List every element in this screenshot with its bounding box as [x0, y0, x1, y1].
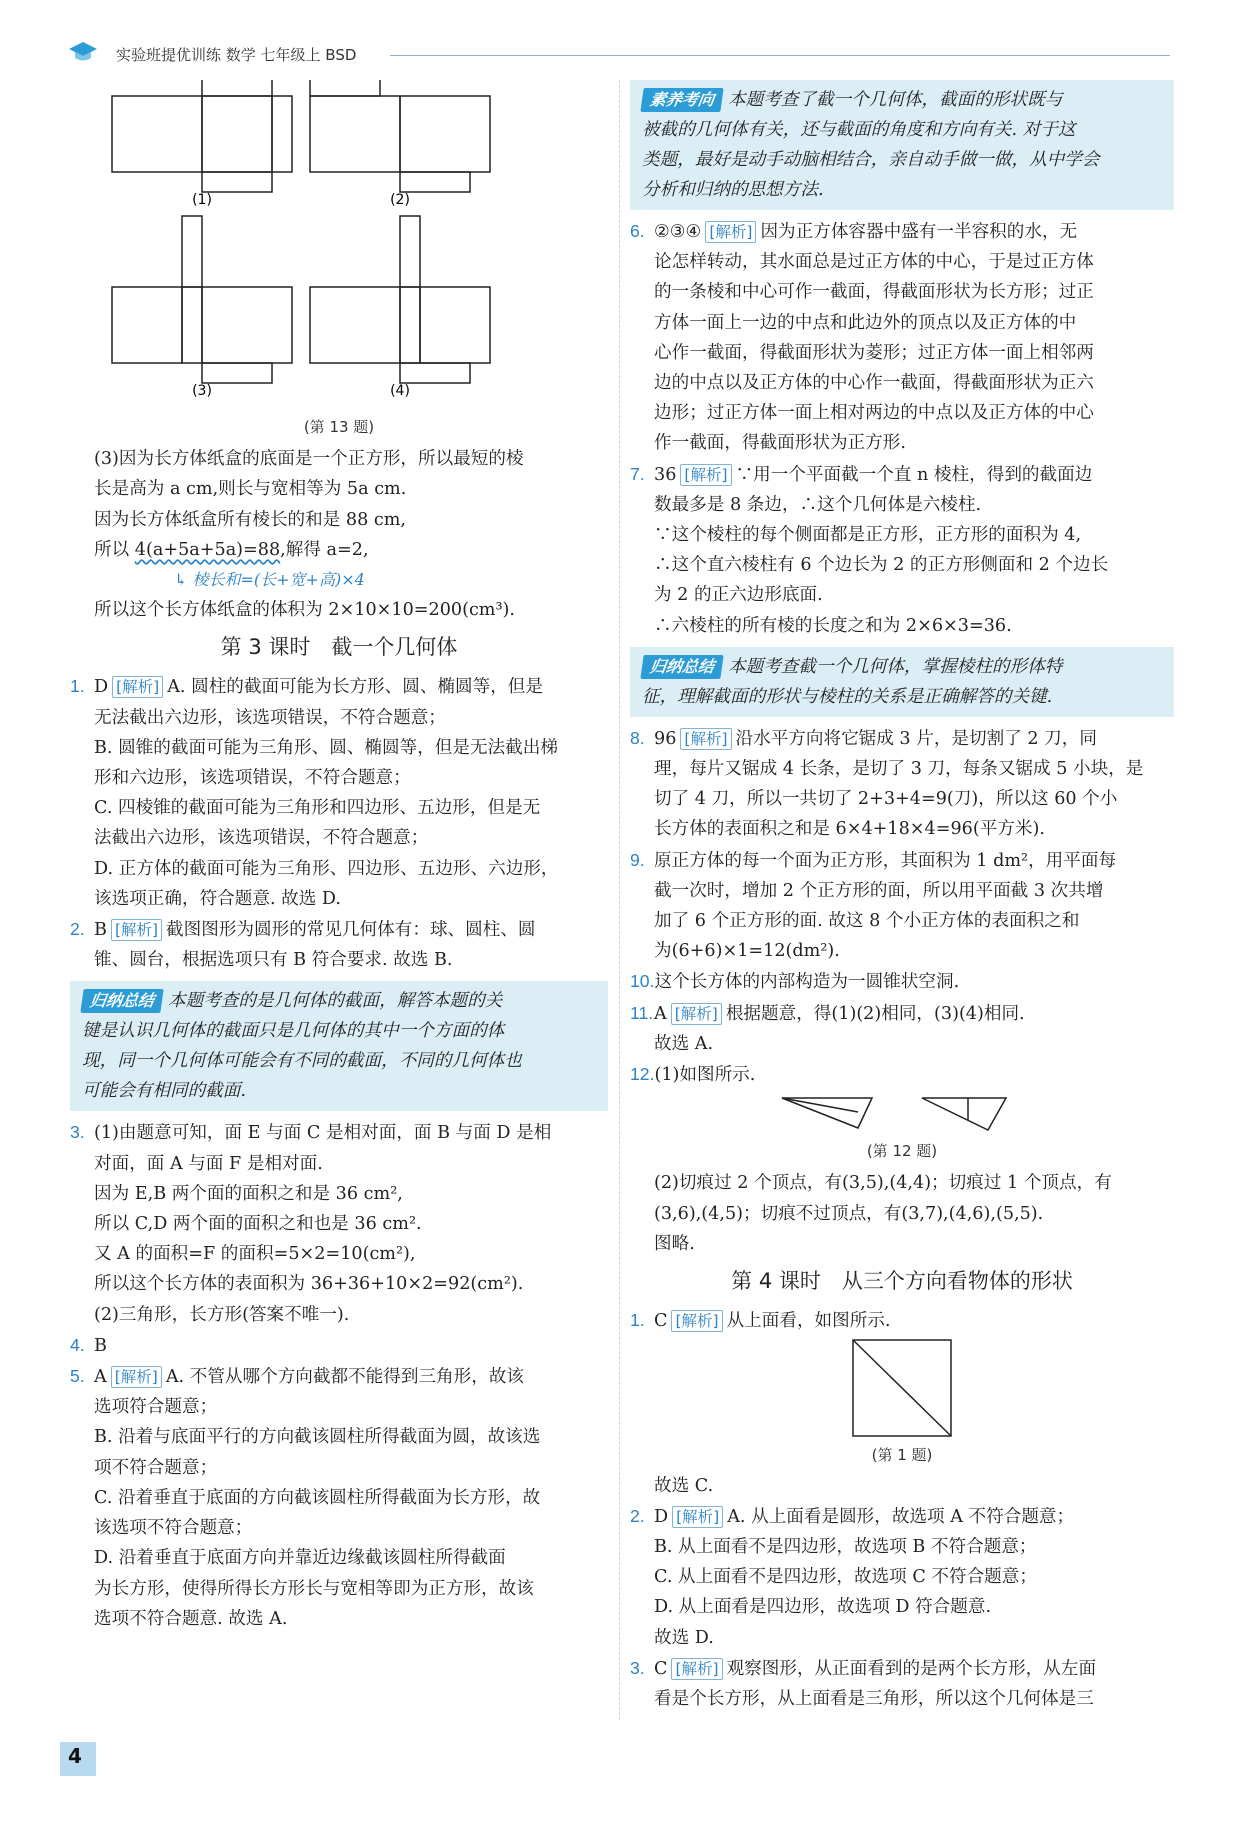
analysis-tag: [解析] [112, 676, 163, 698]
text-line: ∵这个棱柱的每个侧面都是正方形，正方形的面积为 4, [654, 525, 1082, 546]
net2-face-right [400, 96, 490, 172]
text-line: C. 从上面看不是四边形，故选项 C 不符合题意； [654, 1567, 1037, 1588]
text-span: 本题考查了截一个几何体，截面的形状既与 [728, 90, 1063, 110]
text-line: 所以这个长方体的表面积为 36+36+10×2=92(cm²). [94, 1274, 524, 1295]
text-line: C. 四棱锥的截面可能为三角形和四边形、五边形，但是无 [94, 798, 541, 819]
text-span: A. 圆柱的截面可能为长方形、圆、椭圆等，但是 [167, 677, 543, 698]
text-line: 为 2 的正六边形底面. [654, 585, 823, 606]
text-line: 故选 A. [654, 1033, 714, 1054]
section-3-title: 第 3 课时 截一个几何体 [220, 635, 458, 660]
text-line: 长是高为 a cm,则长与宽相等为 5a cm. [94, 479, 407, 500]
text-span: 所以 [94, 539, 135, 560]
text-line: B. 从上面看不是四边形，故选项 B 不符合题意； [654, 1536, 1037, 1557]
analysis-tag: [解析] [671, 1658, 722, 1680]
text-line: D. 沿着垂直于底面方向并靠近边缘截该圆柱所得截面 [94, 1548, 506, 1569]
text-line: 作一截面，得截面形状为正方形. [654, 433, 906, 454]
text-line: 选项符合题意； [94, 1397, 218, 1418]
q4 [70, 1330, 608, 1361]
net4-face-bottom [400, 363, 470, 383]
summary-box-2 [630, 647, 1174, 717]
page-number: 4 [68, 1744, 82, 1768]
text-line: 类题，最好是动手动脑相结合，亲自动手做一做，从中学会 [642, 150, 1100, 170]
equation-underlined: 4(a+5a+5a)=88 [134, 539, 281, 560]
q8 [630, 723, 1174, 845]
text-line: 键是认识几何体的截面只是几何体的其中一个方面的体 [82, 1021, 505, 1042]
text-line: 方体一面上一边的中点和此边外的顶点以及正方体的中 [654, 312, 1077, 333]
text-line: 故选 C. [654, 1475, 714, 1496]
fig13-label-4: (4) [390, 383, 410, 399]
literacy-label: 素养考向 [640, 88, 723, 112]
answer: B [94, 920, 107, 941]
q2 [70, 914, 608, 975]
text-line: (2)切痕过 2 个顶点，有(3,5),(4,4)；切痕过 1 个顶点，有 [654, 1173, 1112, 1194]
q-number: 2. [630, 1505, 645, 1526]
q-number: 8. [630, 727, 645, 748]
hint-arrow-icon: ↳ [174, 570, 188, 590]
q9 [630, 845, 1174, 967]
figure-13 [70, 80, 608, 408]
net1-face-bottom [202, 172, 272, 192]
text-line: 可能会有相同的截面. [82, 1081, 246, 1102]
text-span: 从上面看，如图所示. [726, 1311, 891, 1332]
text-span: 截图图形为圆形的常见几何体有：球、圆柱、圆 [166, 920, 536, 941]
fig1-diagonal [853, 1340, 951, 1436]
net3-face-right [202, 287, 292, 363]
q11 [630, 998, 1174, 1059]
text-line: 为长方形，使得所得长方形长与宽相等即为正方形，故该 [94, 1578, 534, 1599]
column-divider [619, 80, 620, 1720]
q3 [70, 1117, 608, 1329]
net4-face-left [310, 287, 400, 363]
q-number: 3. [630, 1657, 645, 1678]
net2-face-bottom [400, 172, 470, 192]
answer: D [94, 677, 109, 698]
text-line: 所以 C,D 两个面的面积之和也是 36 cm². [94, 1214, 422, 1235]
summary-label: 归纳总结 [80, 989, 163, 1013]
text-line: ∴六棱柱的所有棱的长度之和为 2×6×3=36. [654, 615, 1012, 636]
fig12-shape-1 [782, 1098, 872, 1128]
q-number: 5. [70, 1366, 85, 1387]
analysis-tag: [解析] [705, 221, 756, 243]
summary-box-1 [70, 981, 608, 1111]
text-span: 根据题意，得(1)(2)相同，(3)(4)相同. [725, 1003, 1025, 1024]
summary-label: 归纳总结 [640, 655, 723, 679]
text-line: 的一条棱和中心可作一截面，得截面形状为长方形；过正 [654, 282, 1094, 303]
q-number: 4. [70, 1334, 85, 1355]
fig12-shape-2 [922, 1098, 1006, 1130]
analysis-tag: [解析] [672, 1506, 723, 1528]
q13-part3 [70, 444, 608, 625]
text-line: 心作一截面，得截面形状为菱形；过正方体一面上相邻两 [654, 342, 1094, 363]
analysis-tag: [解析] [671, 1003, 722, 1025]
net1-face-center [202, 96, 272, 172]
figure-13-nets [70, 80, 608, 408]
text-span: A. 不管从哪个方向截都不能得到三角形，故该 [165, 1367, 525, 1388]
text-line: 锥、圆台，根据选项只有 B 符合要求. 故选 B. [94, 950, 453, 971]
text-line: 因为 E,B 两个面的面积之和是 36 cm², [94, 1183, 403, 1204]
r3 [630, 1653, 1174, 1714]
text-line: 征，理解截面的形状与棱柱的关系是正确解答的关键. [642, 686, 1053, 707]
net3-face-bottom [202, 363, 272, 383]
text-line: B. 沿着与底面平行的方向截该圆柱所得截面为圆，故该选 [94, 1427, 541, 1448]
left-column [70, 80, 608, 1634]
text-span: 原正方体的每一个面为正方形，其面积为 1 dm²，用平面每 [654, 850, 1117, 871]
text-line: 长方体的表面积之和是 6×4+18×4=96(平方米). [654, 819, 1045, 840]
fig13-caption: (第 13 题) [303, 418, 375, 436]
q1 [70, 671, 608, 914]
analysis-tag: [解析] [671, 1310, 722, 1332]
answer: C [654, 1658, 668, 1679]
text-line [94, 535, 608, 565]
hint-text: 棱长和=(长+宽+高)×4 [192, 570, 365, 590]
text-line: D. 从上面看是四边形，故选项 D 符合题意. [654, 1597, 992, 1618]
text-line: 为(6+6)×1=12(dm²). [654, 941, 840, 962]
net4-face-right [420, 287, 490, 363]
net4-face-mid [400, 287, 420, 363]
text-line: 看是个长方形，从上面看是三角形，所以这个几何体是三 [654, 1688, 1094, 1709]
q-number: 11. [630, 1002, 654, 1023]
answer: A [654, 1003, 667, 1024]
section-4-title: 第 4 课时 从三个方向看物体的形状 [731, 1269, 1073, 1294]
answer: C [654, 1311, 668, 1332]
text-line: 被截的几何体有关，还与截面的角度和方向有关. 对于这 [642, 120, 1076, 140]
analysis-tag: [解析] [111, 919, 162, 941]
text-line: 切了 4 刀，所以一共切了 2+3+4=9(刀)，所以这 60 个小 [654, 789, 1118, 810]
text-line: 又 A 的面积=F 的面积=5×2=10(cm²), [94, 1244, 416, 1265]
right-column [630, 80, 1174, 1714]
q-number: 10. [630, 971, 655, 992]
text-span: (1)如图所示. [654, 1065, 756, 1086]
text-line: 形和六边形，该选项错误，不符合题意； [94, 768, 411, 789]
q-number: 1. [70, 676, 85, 697]
text-span: 因为正方体容器中盛有一半容积的水，无 [760, 222, 1078, 242]
q-number: 7. [630, 463, 645, 484]
net3-face-mid [182, 287, 202, 363]
net2-face-top [310, 80, 380, 96]
q-number: 12. [630, 1064, 655, 1085]
net1-face-right [272, 96, 292, 172]
q-number: 3. [70, 1122, 85, 1143]
text-line: B. 圆锥的截面可能为三角形、圆、椭圆等，但是无法截出梯 [94, 737, 558, 758]
q7 [630, 459, 1174, 641]
text-line: 选项不符合题意. 故选 A. [94, 1608, 288, 1629]
net1-face-top [202, 80, 272, 96]
text-line: 论怎样转动，其水面总是过正方体的中心，于是过正方体 [654, 252, 1094, 273]
text-line: 对面，面 A 与面 F 是相对面. [94, 1153, 323, 1174]
text-line: (3,6),(4,5)；切痕不过顶点，有(3,7),(4,6),(5,5). [654, 1203, 1044, 1224]
header-rule [390, 55, 1170, 56]
text-line: 项不符合题意； [94, 1457, 218, 1478]
analysis-tag: [解析] [111, 1366, 162, 1388]
text-line: D. 正方体的截面可能为三角形、四边形、五边形、六边形， [94, 858, 559, 879]
net3-face-top [182, 216, 202, 287]
text-line: 因为长方体纸盒所有棱长的和是 88 cm, [94, 509, 407, 530]
fig12-caption: (第 12 题) [866, 1142, 938, 1161]
text-span: (1)由题意可知，面 E 与面 C 是相对面，面 B 与面 D 是相 [94, 1123, 552, 1144]
q12 [630, 1059, 1174, 1259]
text-line: 加了 6 个正方形的面. 故这 8 个小正方体的表面积之和 [654, 911, 1080, 932]
literacy-box [630, 80, 1174, 210]
analysis-tag: [解析] [680, 464, 731, 486]
fig1-caption: (第 1 题) [871, 1446, 933, 1465]
fig13-label-2: (2) [390, 192, 410, 208]
header-title: 实验班提优训练 数学 七年级上 BSD [116, 46, 357, 64]
text-line: (2)三角形，长方形(答案不唯一). [94, 1304, 350, 1325]
text-span: 本题考查的是几何体的截面，解答本题的关 [168, 991, 503, 1012]
text-line: 理，每片又锯成 4 长条，是切了 3 刀，每条又锯成 5 小块，是 [654, 759, 1144, 780]
net1-face-left [112, 96, 202, 172]
text-line: 边的中点以及正方体的中心作一截面，得截面形状为正六 [654, 373, 1094, 394]
page-header [60, 38, 1170, 68]
text-span: ∵用一个平面截一个直 n 棱柱，得到的截面边 [735, 464, 1093, 485]
q-number: 6. [630, 221, 645, 241]
text-line: ∴这个直六棱柱有 6 个边长为 2 的正方形侧面和 2 个边长 [654, 555, 1109, 576]
text-line: C. 沿着垂直于底面的方向截该圆柱所得截面为长方形，故 [94, 1487, 541, 1508]
answer: 36 [654, 464, 677, 485]
text-line: 所以这个长方体纸盒的体积为 2×10×10=200(cm³). [94, 600, 515, 621]
handwritten-hint [94, 565, 608, 595]
text-line: 现，同一个几何体可能会有不同的截面，不同的几何体也 [82, 1051, 522, 1072]
fig12-cut-1 [782, 1098, 858, 1112]
q10 [630, 966, 1174, 997]
figure-12 [630, 1090, 1174, 1136]
answer: B [94, 1335, 107, 1356]
fig13-label-3: (3) [192, 383, 212, 399]
text-line: 该选项正确，符合题意. 故选 D. [94, 888, 341, 909]
q-number: 9. [630, 849, 645, 870]
text-span: 本题考查截一个几何体，掌握棱柱的形体特 [728, 656, 1063, 677]
r2 [630, 1501, 1174, 1653]
q5 [70, 1361, 608, 1634]
text-line: 边形；过正方体一面上相对两边的中点以及正方体的中心 [654, 403, 1094, 424]
text-span: 沿水平方向将它锯成 3 片，是切割了 2 刀，同 [735, 728, 1097, 749]
figure-1-square [847, 1336, 957, 1440]
text-span: A. 从上面看是圆形，故选项 A 不符合题意； [727, 1506, 1075, 1527]
r1 [630, 1305, 1174, 1501]
text-line: 数最多是 8 条边，∴这个几何体是六棱柱. [654, 494, 982, 515]
text-line: 法截出六边形，该选项错误，不符合题意； [94, 828, 429, 849]
page-number-badge [60, 1742, 96, 1776]
answer: A [94, 1367, 107, 1388]
figure-1 [630, 1336, 1174, 1440]
net2-face-left [310, 96, 400, 172]
net3-face-left [112, 287, 182, 363]
text-line: 无法截出六边形，该选项错误，不符合题意； [94, 707, 446, 728]
text-line: 截一次时，增加 2 个正方形的面，所以用平面截 3 次共增 [654, 880, 1104, 901]
text-span: 这个长方体的内部构造为一圆锥状空洞. [654, 972, 960, 993]
text-span: ,解得 a=2, [280, 539, 369, 560]
answer: D [654, 1506, 669, 1527]
text-line: 故选 D. [654, 1627, 714, 1648]
q-number: 1. [630, 1310, 645, 1331]
q6 [630, 216, 1174, 459]
figure-12-squares [772, 1090, 1032, 1136]
answer: 96 [654, 728, 677, 749]
analysis-tag: [解析] [680, 728, 731, 750]
text-line: 分析和归纳的思想方法. [642, 180, 824, 200]
graduation-cap-icon [68, 40, 98, 64]
text-line: 图略. [654, 1233, 695, 1254]
fig13-label-1: (1) [192, 192, 212, 208]
net4-face-top [400, 216, 420, 287]
answer: ②③④ [654, 222, 702, 242]
text-span: 观察图形，从正面看到的是两个长方形，从左面 [726, 1658, 1097, 1679]
text-line: (3)因为长方体纸盒的底面是一个正方形，所以最短的棱 [94, 449, 524, 470]
q-number: 2. [70, 919, 85, 940]
text-line: 该选项不符合题意； [94, 1518, 253, 1539]
